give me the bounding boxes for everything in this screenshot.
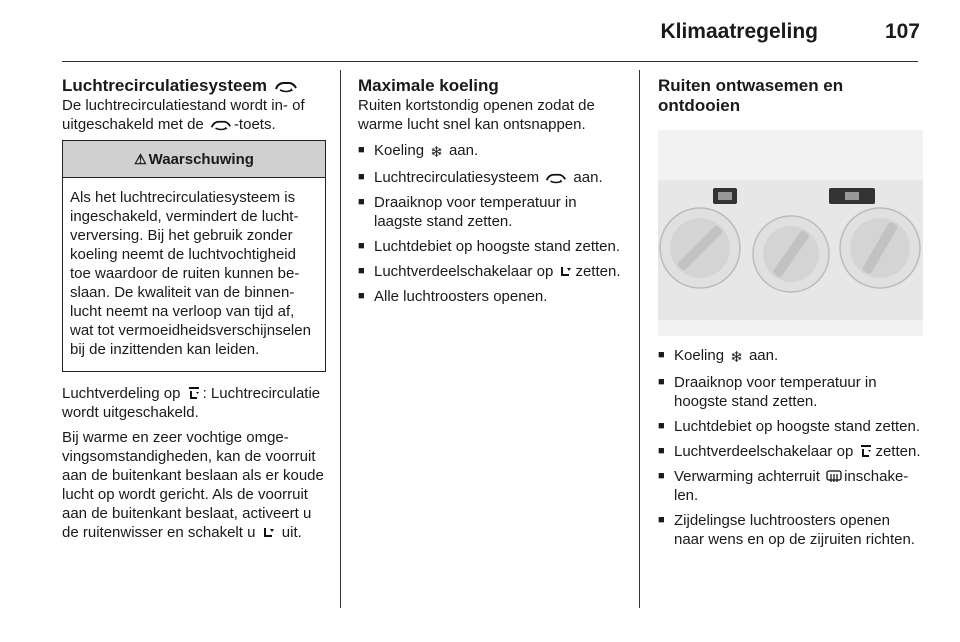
list-item: ■ Alle luchtroosters openen. bbox=[358, 287, 623, 306]
warning-header: ⚠ Waarschuwing bbox=[63, 141, 325, 178]
list-item: ■ Luchtverdeelschakelaar op zetten. bbox=[358, 262, 623, 281]
page-number: 107 bbox=[884, 20, 920, 43]
intro-text: Ruiten kortstondig openen zodat de warme lucht snel kan ontsnappen. bbox=[358, 97, 595, 133]
intro-text: De luchtrecirculatiestand wordt in- of uitgeschakeld met de -toets. bbox=[62, 97, 305, 133]
climate-control-panel-illustration bbox=[658, 130, 923, 336]
header-rule bbox=[62, 61, 918, 62]
warning-text: Als het luchtrecirculatiesysteem is ingeschakeld, vermindert de luchtverversing. Bij het gebruik zonder koeling neemt de luchtvochtigheid toe waardoor de ruiten kunnen beslaan. De kwaliteit van de binnenlucht neemt na verloop van tijd af, wat tot vermoeidheidsverschijnselen bij de inzittenden kan leiden. bbox=[70, 189, 311, 358]
warning-triangle-icon: ⚠ bbox=[134, 151, 147, 167]
column-defrost bbox=[658, 76, 923, 555]
windscreen-feet-airflow-icon bbox=[859, 444, 873, 458]
warning-box bbox=[62, 140, 326, 372]
page-title: Klimaatregeling bbox=[660, 20, 818, 43]
section-heading: Ruiten ontwasemen en ontdooien bbox=[658, 76, 844, 115]
snowflake-icon: ❄ bbox=[430, 144, 443, 161]
list-item: ■ Luchtverdeelschakelaar op zetten. bbox=[658, 442, 923, 461]
list-item: ■ Draaiknop voor temperatuur in laagste stand zetten. bbox=[358, 193, 623, 231]
recirculation-car-icon bbox=[210, 118, 232, 131]
rear-window-heating-icon bbox=[826, 470, 842, 483]
list-item: ■ Verwarming achterruit inschakelen. bbox=[658, 467, 923, 505]
windscreen-feet-airflow-icon bbox=[187, 386, 201, 400]
list-item: ■ Draaiknop voor temperatuur in hoogste stand zetten. bbox=[658, 373, 923, 411]
column-divider bbox=[639, 70, 640, 608]
column-divider bbox=[340, 70, 341, 608]
bullet-list bbox=[358, 141, 623, 306]
recirculation-car-icon bbox=[274, 79, 298, 93]
list-item: ■ Koeling ❄ aan. bbox=[358, 141, 623, 162]
list-item: ■ Zijdelingse luchtroosters openen naar wens en op de zijruiten richten. bbox=[658, 511, 923, 549]
paragraph: Bij warme en zeer vochtige omgevingsomstandigheden, kan de voorruit aan de buitenkant beslaan als er koude lucht op wordt gericht. Als de voorruit aan de buitenkant beslaat, activeert u de ruitenwisser en schakelt u uit. bbox=[62, 429, 324, 541]
section-heading: Maximale koeling bbox=[358, 76, 499, 95]
column-max-cooling bbox=[358, 76, 623, 312]
column-recirculation bbox=[62, 76, 327, 548]
snowflake-icon: ❄ bbox=[730, 349, 743, 366]
list-item: ■ Koeling ❄ aan. bbox=[658, 346, 923, 367]
feet-airflow-icon bbox=[559, 264, 573, 278]
bullet-list bbox=[658, 346, 923, 549]
list-item: ■ Luchtdebiet op hoogste stand zetten. bbox=[358, 237, 623, 256]
control-panel-image bbox=[658, 130, 923, 336]
list-item: ■ Luchtdebiet op hoogste stand zetten. bbox=[658, 417, 923, 436]
page-header bbox=[0, 0, 960, 60]
feet-airflow-icon bbox=[262, 525, 276, 539]
paragraph: Luchtverdeling op : Luchtrecirculatie wordt uitgeschakeld. bbox=[62, 385, 321, 421]
list-item: ■ Luchtrecirculatiesysteem aan. bbox=[358, 168, 623, 187]
section-heading: Luchtrecirculatiesysteem bbox=[62, 76, 327, 96]
recirculation-car-icon bbox=[545, 171, 567, 184]
